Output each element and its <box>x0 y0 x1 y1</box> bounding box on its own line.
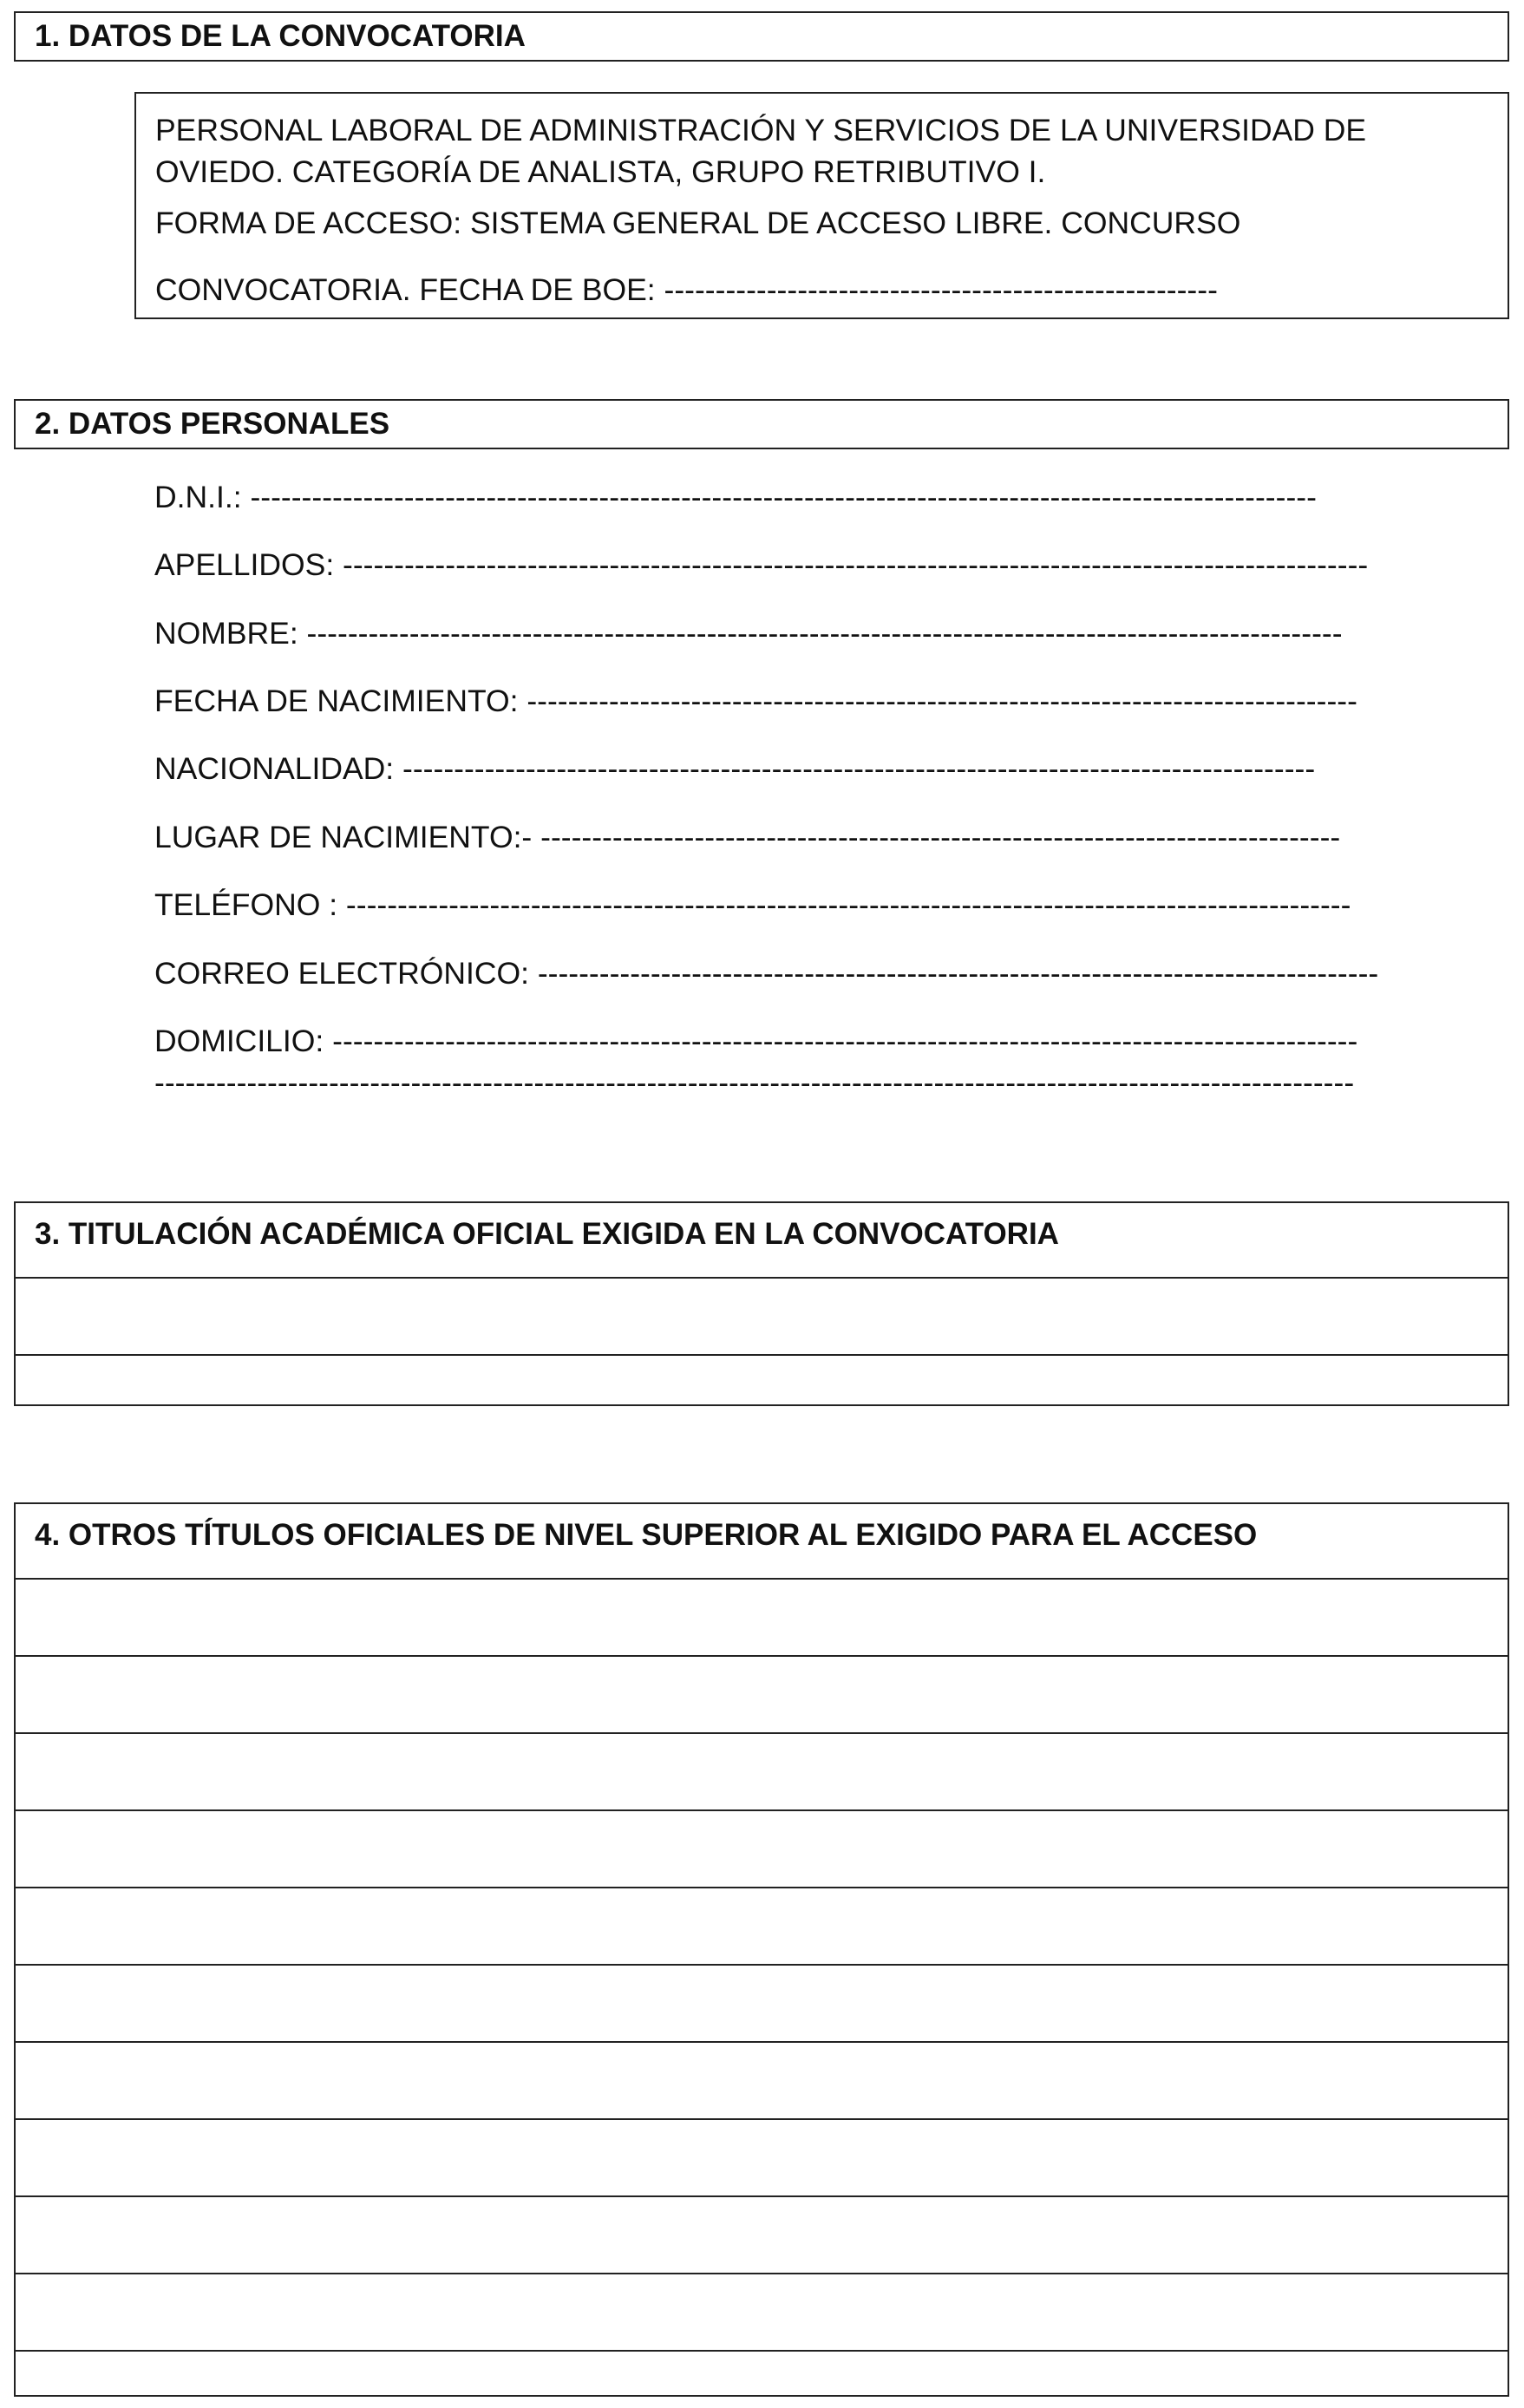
otros-titulos-row[interactable] <box>16 2274 1508 2352</box>
domicilio-continuation-line[interactable]: --------------------------------------------------------------------------------------------------------------------- <box>154 1065 1355 1100</box>
convocatoria-line-1: PERSONAL LABORAL DE ADMINISTRACIÓN Y SERVICIOS DE LA UNIVERSIDAD DE <box>155 113 1367 147</box>
lugar-nacimiento-field[interactable]: LUGAR DE NACIMIENTO:- ------------------------------------------------------------------------------ <box>154 820 1341 854</box>
otros-titulos-row[interactable] <box>16 1888 1508 1966</box>
section-4-title: 4. OTROS TÍTULOS OFICIALES DE NIVEL SUPERIOR AL EXIGIDO PARA EL ACCESO <box>35 1518 1258 1552</box>
otros-titulos-row[interactable] <box>16 1734 1508 1811</box>
otros-titulos-row[interactable] <box>16 2043 1508 2120</box>
otros-titulos-table <box>14 1502 1509 2397</box>
otros-titulos-row[interactable] <box>16 1811 1508 1888</box>
otros-titulos-row[interactable] <box>16 2197 1508 2274</box>
dni-field[interactable]: D.N.I.: -------------------------------------------------------------------------------------------------------- <box>154 480 1317 514</box>
otros-titulos-row[interactable] <box>16 1580 1508 1657</box>
apellidos-field[interactable]: APELLIDOS: ---------------------------------------------------------------------------------------------------- <box>154 547 1369 582</box>
section-3-header <box>16 1203 1508 1279</box>
convocatoria-line-3: FORMA DE ACCESO: SISTEMA GENERAL DE ACCESO LIBRE. CONCURSO <box>155 206 1241 240</box>
otros-titulos-row[interactable] <box>16 2352 1508 2400</box>
otros-titulos-row[interactable] <box>16 1657 1508 1734</box>
section-1-title: 1. DATOS DE LA CONVOCATORIA <box>35 19 526 53</box>
convocatoria-line-4: CONVOCATORIA. FECHA DE BOE: ------------------------------------------------------ <box>155 272 1218 307</box>
nacionalidad-field[interactable]: NACIONALIDAD: ----------------------------------------------------------------------------------------- <box>154 751 1316 786</box>
convocatoria-box <box>134 92 1509 319</box>
section-3-title: 3. TITULACIÓN ACADÉMICA OFICIAL EXIGIDA EN LA CONVOCATORIA <box>35 1217 1059 1251</box>
titulacion-row[interactable] <box>16 1356 1508 1404</box>
titulacion-row[interactable] <box>16 1279 1508 1356</box>
correo-electronico-field[interactable]: CORREO ELECTRÓNICO: ---------------------------------------------------------------------------------- <box>154 956 1379 991</box>
otros-titulos-row[interactable] <box>16 2120 1508 2197</box>
otros-titulos-row[interactable] <box>16 1966 1508 2043</box>
convocatoria-line-2: OVIEDO. CATEGORÍA DE ANALISTA, GRUPO RETRIBUTIVO I. <box>155 154 1046 189</box>
section-2-header <box>14 399 1509 449</box>
titulacion-table <box>14 1201 1509 1406</box>
nombre-field[interactable]: NOMBRE: ----------------------------------------------------------------------------------------------------- <box>154 616 1343 651</box>
section-4-header <box>16 1504 1508 1580</box>
fecha-nacimiento-field[interactable]: FECHA DE NACIMIENTO: --------------------------------------------------------------------------------- <box>154 684 1357 718</box>
section-1-header <box>14 11 1509 62</box>
section-2-title: 2. DATOS PERSONALES <box>35 407 390 441</box>
domicilio-field[interactable]: DOMICILIO: ---------------------------------------------------------------------------------------------------- <box>154 1024 1358 1058</box>
telefono-field[interactable]: TELÉFONO : -------------------------------------------------------------------------------------------------- <box>154 887 1351 922</box>
